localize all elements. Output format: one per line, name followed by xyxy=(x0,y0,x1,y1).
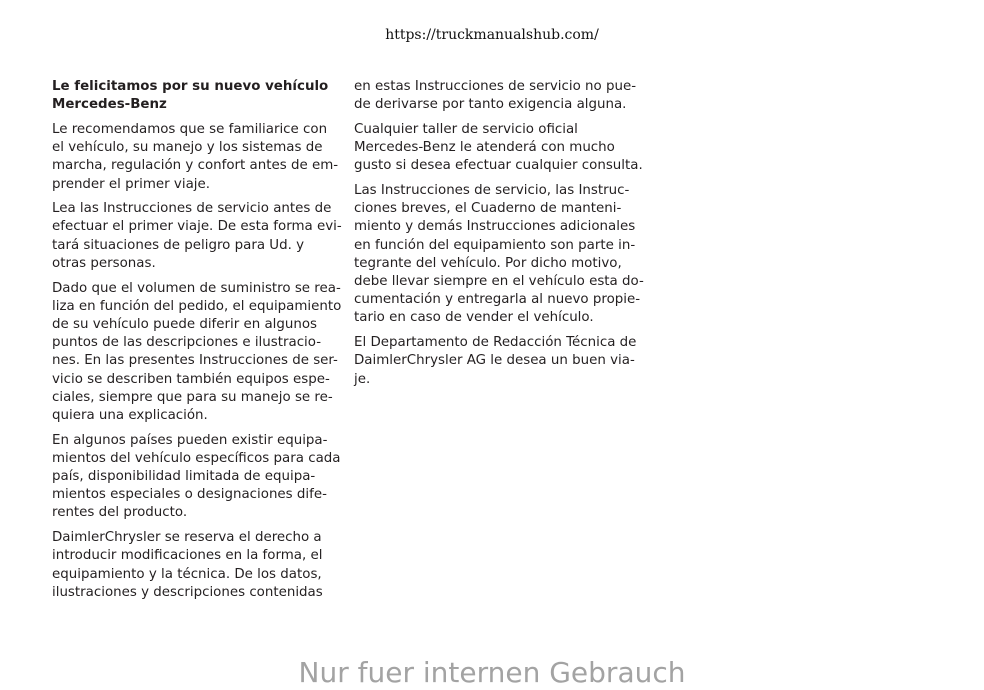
text-line: En algunos países pueden existir equipa- xyxy=(52,432,328,448)
text-line: Mercedes-Benz le atenderá con mucho xyxy=(354,140,615,156)
text-line: otras personas. xyxy=(52,255,156,271)
paragraph-service-workshop xyxy=(354,121,646,176)
text-line: cumentación y entregarla al nuevo propie- xyxy=(354,292,641,308)
text-line: puntos de las descripciones e ilustracio- xyxy=(52,335,322,351)
text-line: en estas Instrucciones de servicio no pue- xyxy=(354,79,637,94)
text-line: vicio se describen también equipos espe- xyxy=(52,371,330,387)
text-line: debe llevar siempre en el vehículo esta do- xyxy=(354,274,644,290)
text-line: el vehículo, su manejo y los sistemas de xyxy=(52,140,323,156)
text-line: en función del equipamiento son parte in- xyxy=(354,237,636,253)
paragraph-supply-volume xyxy=(52,280,344,426)
paragraph-documentation xyxy=(354,182,646,328)
text-line: El Departamento de Redacción Técnica de xyxy=(354,335,637,351)
text-line: rentes del producto. xyxy=(52,505,188,521)
text-line: marcha, regulación y confort antes de em- xyxy=(52,158,339,174)
paragraph-read-instructions xyxy=(52,200,344,273)
text-line: Dado que el volumen de suministro se rea- xyxy=(52,280,341,296)
text-line: de derivarse por tanto exigencia alguna. xyxy=(354,97,627,113)
text-line: Le recomendamos que se familiarice con xyxy=(52,121,328,137)
text-line: prender el primer viaje. xyxy=(52,176,210,192)
right-column xyxy=(354,78,646,395)
paragraph-farewell xyxy=(354,334,646,389)
text-line: equipamiento y la técnica. De los datos, xyxy=(52,566,322,582)
text-line: de su vehículo puede diferir en algunos xyxy=(52,316,318,332)
text-line: efectuar el primer viaje. De esta forma evi- xyxy=(52,219,342,235)
text-line: tario en caso de vender el vehículo. xyxy=(354,310,594,326)
text-line: je. xyxy=(354,371,371,387)
text-line: nes. En las presentes Instrucciones de ser- xyxy=(52,353,338,369)
text-line: Las Instrucciones de servicio, las Instruc- xyxy=(354,183,630,199)
left-column xyxy=(52,78,344,608)
text-line: ciales, siempre que para su manejo se re- xyxy=(52,389,333,405)
text-line: Lea las Instrucciones de servicio antes de xyxy=(52,201,332,217)
text-line: Cualquier taller de servicio oficial xyxy=(354,121,578,137)
text-line: DaimlerChrysler AG le desea un buen via- xyxy=(354,353,635,369)
text-line: ilustraciones y descripciones contenidas xyxy=(52,584,323,600)
text-line: liza en función del pedido, el equipamiento xyxy=(52,298,342,314)
paragraph-familiarize xyxy=(52,121,344,194)
text-line: país, disponibilidad limitada de equipa- xyxy=(52,469,316,485)
paragraph-country-equipment xyxy=(52,432,344,523)
text-line: tegrante del vehículo. Por dicho motivo, xyxy=(354,255,622,271)
text-line: introducir modificaciones en la forma, el xyxy=(52,548,323,564)
text-line: mientos del vehículo específicos para cada xyxy=(52,450,341,466)
paragraph-no-claims xyxy=(354,78,646,114)
internal-use-watermark: Nur fuer internen Gebrauch xyxy=(298,656,686,689)
header-url: https://truckmanualshub.com/ xyxy=(385,27,599,43)
text-line: gusto si desea efectuar cualquier consulta. xyxy=(354,158,643,174)
text-line: miento y demás Instrucciones adicionales xyxy=(354,219,636,235)
text-line: DaimlerChrysler se reserva el derecho a xyxy=(52,530,322,546)
text-line: mientos especiales o designaciones dife- xyxy=(52,487,327,503)
text-line: quiera una explicación. xyxy=(52,407,208,423)
paragraph-modifications xyxy=(52,529,344,602)
text-line: tará situaciones de peligro para Ud. y xyxy=(52,237,305,253)
heading-line: Le felicitamos por su nuevo vehículo xyxy=(52,79,329,94)
heading-line: Mercedes-Benz xyxy=(52,97,167,113)
text-line: ciones breves, el Cuaderno de manteni- xyxy=(354,201,622,217)
page-heading xyxy=(52,78,344,114)
